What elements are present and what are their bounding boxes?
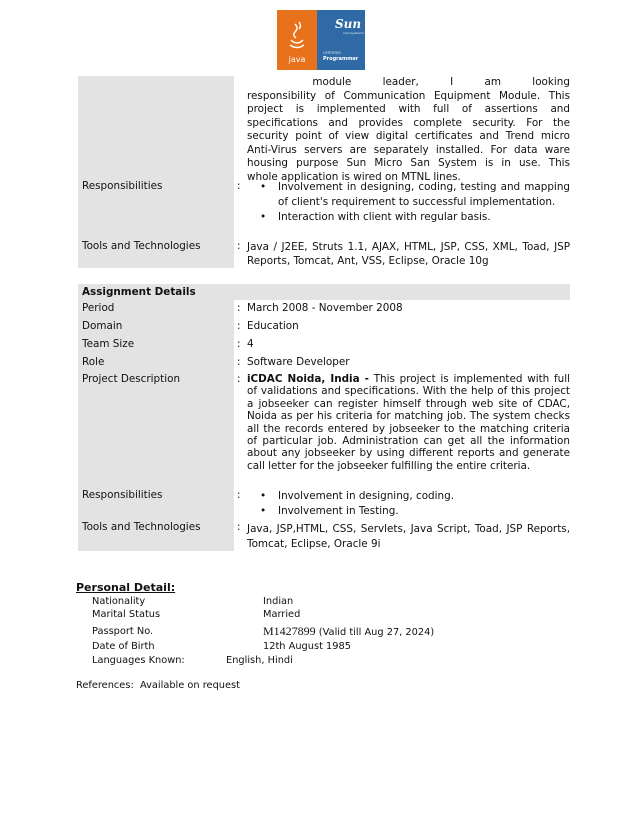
desc-line: whole application is wired on MTNL lines. bbox=[247, 170, 461, 183]
list-item: • Involvement in designing, coding, testing and mapping of client's requirement to successful implementation. bbox=[247, 180, 570, 210]
project-name: iCDAC Noida, India - bbox=[247, 373, 369, 385]
assignment-row bbox=[78, 300, 570, 317]
dob-label: Date of Birth bbox=[92, 641, 155, 652]
personal-row bbox=[92, 624, 492, 640]
passport-validity: (Valid till Aug 27, 2024) bbox=[318, 627, 435, 638]
project1-responsibilities-row bbox=[78, 178, 570, 238]
colon: : bbox=[237, 180, 241, 192]
project1-description-label bbox=[78, 76, 234, 178]
passport-label: Passport No. bbox=[92, 626, 154, 637]
responsibilities-list bbox=[247, 487, 570, 519]
desc-line: module leader, I am looking bbox=[312, 76, 570, 88]
colon: : bbox=[237, 240, 241, 252]
row-label: Project Description bbox=[78, 371, 234, 487]
assignment-tools-row bbox=[78, 519, 570, 551]
row-label: Domain bbox=[78, 317, 234, 335]
tools-value: Java / J2EE, Struts 1.1, AJAX, HTML, JSP, CSS, XML, Toad, JSP Reports, Tomcat, Ant, VSS, Eclipse, Oracle 10g bbox=[247, 241, 570, 267]
marital-status-value: Married bbox=[263, 609, 301, 620]
assignment-row bbox=[78, 353, 570, 371]
assignment-description-row bbox=[78, 371, 570, 487]
role-value: Software Developer bbox=[247, 356, 350, 368]
tools-label: Tools and Technologies bbox=[78, 238, 234, 268]
languages-label: Languages Known: bbox=[92, 655, 185, 666]
domain-value: Education bbox=[247, 320, 299, 332]
assignment-header: Assignment Details bbox=[78, 284, 570, 300]
project1-description-row bbox=[78, 76, 570, 183]
project1-table bbox=[78, 76, 570, 268]
row-label: Team Size bbox=[78, 335, 234, 353]
desc-line: project is implemented with full of assertions and bbox=[247, 103, 570, 115]
dob-value: 12th August 1985 bbox=[263, 641, 351, 652]
logo-java-text: java bbox=[288, 55, 306, 64]
logo-sun-text: Sun bbox=[335, 17, 362, 31]
desc-line: housing purpose Sun Micro San System is in use. This bbox=[247, 157, 570, 169]
colon: : bbox=[237, 521, 241, 533]
colon: : bbox=[237, 338, 241, 350]
logo-certified-text: CERTIFIED bbox=[323, 51, 341, 55]
row-label: Tools and Technologies bbox=[78, 519, 234, 551]
references: References: Available on request bbox=[76, 680, 240, 691]
colon: : bbox=[237, 320, 241, 332]
nationality-label: Nationality bbox=[92, 596, 146, 607]
assignment-responsibilities-row bbox=[78, 487, 570, 519]
desc-line: security point of view digital certificates and Trend micro bbox=[247, 130, 570, 142]
responsibilities-list bbox=[247, 178, 570, 238]
list-item: • Involvement in Testing. bbox=[247, 504, 570, 519]
languages-value: English, Hindi bbox=[226, 655, 293, 666]
colon: : bbox=[237, 373, 241, 385]
marital-status-label: Marital Status bbox=[92, 609, 161, 620]
row-label: Responsibilities bbox=[78, 487, 234, 519]
row-label: Role bbox=[78, 353, 234, 371]
project1-description bbox=[247, 76, 570, 183]
assignment-row bbox=[78, 335, 570, 353]
colon: : bbox=[237, 302, 241, 314]
personal-detail-heading: Personal Detail: bbox=[76, 581, 176, 594]
passport-number: M1427899 bbox=[263, 624, 316, 638]
desc-line: responsibility of Communication Equipment Module. This bbox=[247, 89, 570, 102]
team-size-value: 4 bbox=[247, 338, 254, 350]
colon: : bbox=[237, 489, 241, 501]
responsibilities-label: Responsibilities bbox=[78, 178, 234, 238]
desc-line: specifications and provides complete security. For the bbox=[247, 116, 570, 129]
assignment-table bbox=[78, 284, 570, 551]
nationality-value: Indian bbox=[263, 596, 294, 607]
row-label: Period bbox=[78, 300, 234, 317]
sun-java-certified-programmer-logo bbox=[277, 10, 365, 70]
project-description bbox=[247, 371, 570, 487]
project1-tools-row bbox=[78, 238, 570, 268]
logo-microsystems-text: microsystems bbox=[343, 31, 364, 35]
passport-value bbox=[263, 624, 434, 639]
tools-value: Java, JSP,HTML, CSS, Servlets, Java Script, Toad, JSP Reports, Tomcat, Eclipse, Oracle 9i bbox=[247, 523, 570, 550]
assignment-row bbox=[78, 317, 570, 335]
colon: : bbox=[237, 356, 241, 368]
desc-line: Anti-Virus servers are separately installed. For data ware bbox=[247, 143, 570, 156]
period-value: March 2008 - November 2008 bbox=[247, 302, 403, 314]
list-item: • Involvement in designing, coding. bbox=[247, 489, 570, 504]
list-item: • Interaction with client with regular basis. bbox=[247, 210, 570, 225]
logo-programmer-text: Programmer bbox=[323, 56, 359, 62]
project-description-text: This project is implemented with full of validations and specifications. With the help of this project a jobseeker can register himself through web site of CDAC, Noida as per his criteria for matching job. The system checks all the records entered by jobseeker to the matching criteria of particular job. Administration can get all the information about any jobseeker by using different reports and generate call letter for the jobseeker fulfilling the entire criteria. bbox=[247, 373, 570, 472]
